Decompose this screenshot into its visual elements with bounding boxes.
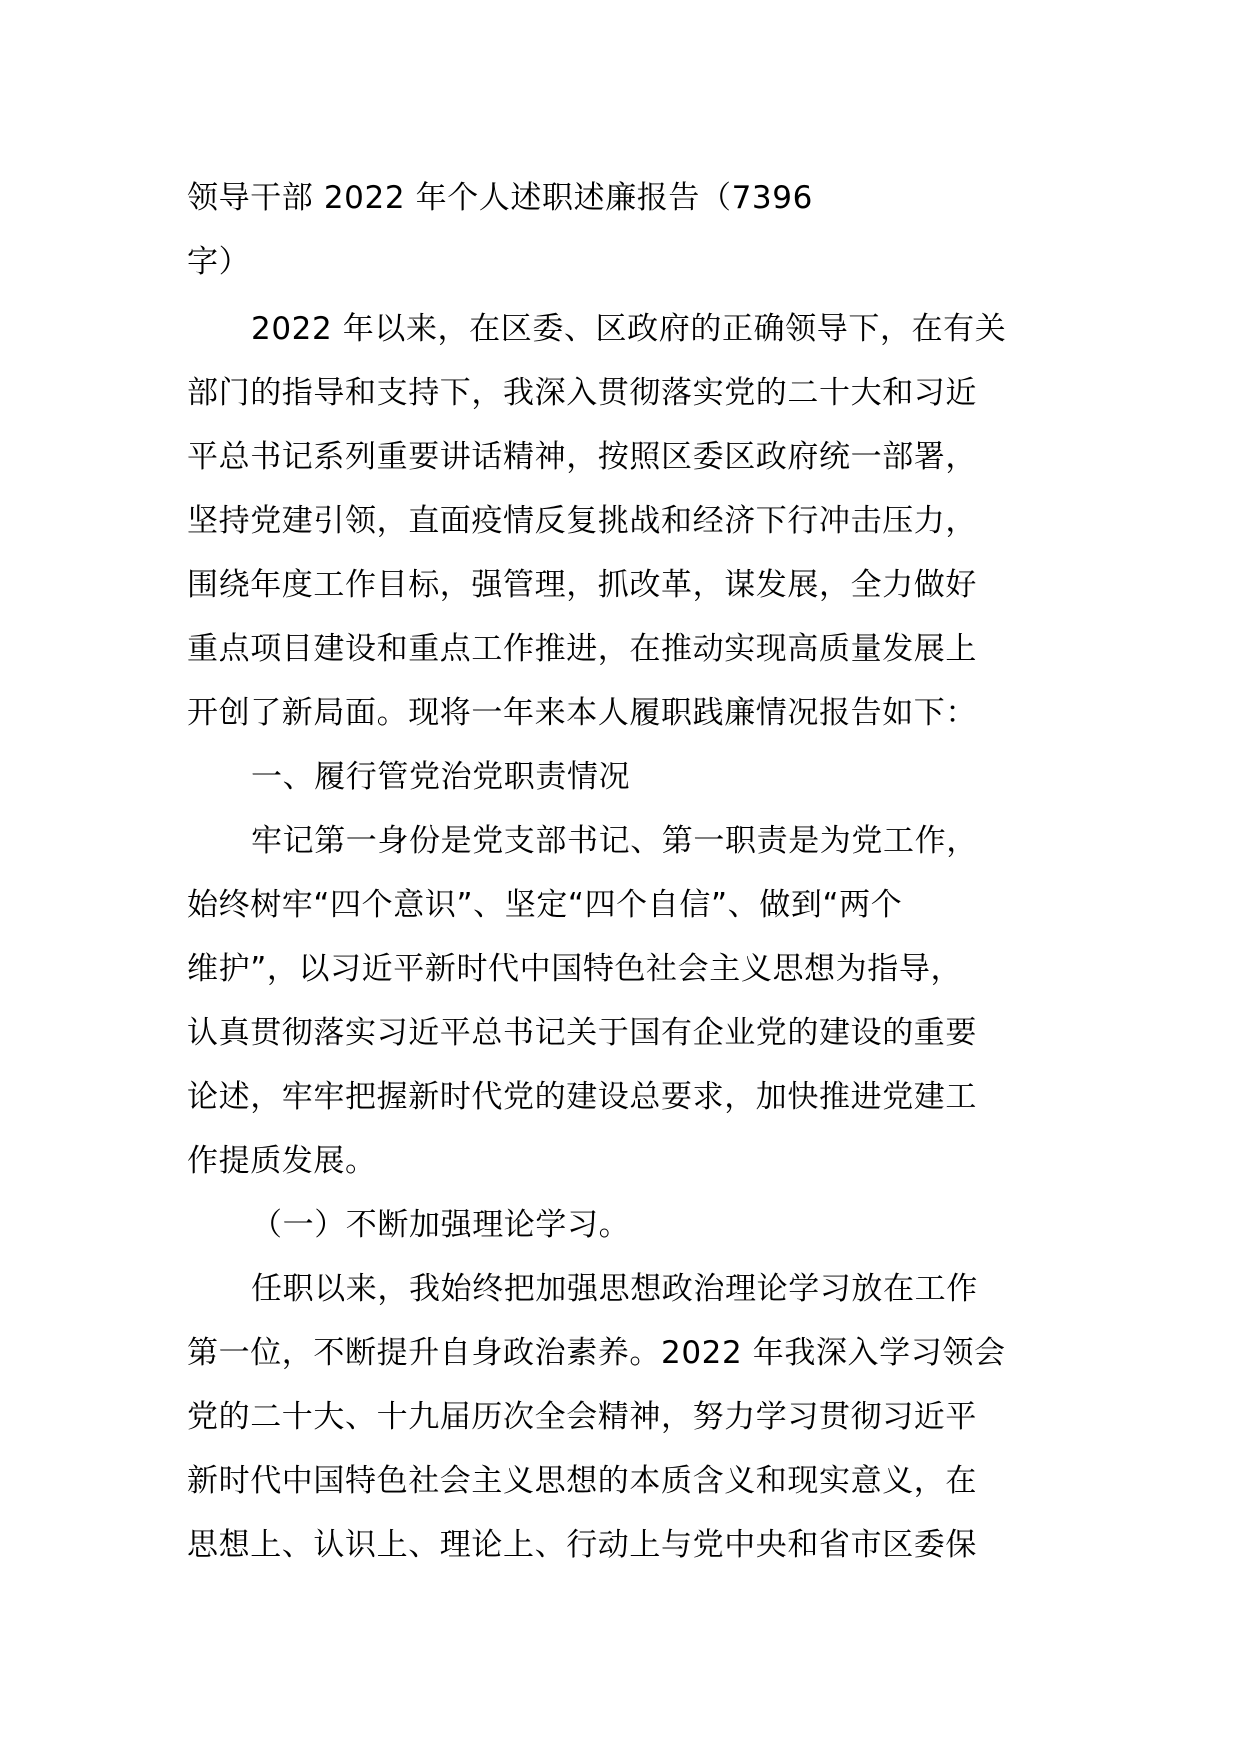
text-line: 论述，牢牢把握新时代党的建设总要求，加快推进党建工 bbox=[187, 1079, 977, 1115]
text-line: 作提质发展。 bbox=[187, 1143, 377, 1179]
text-line: 平总书记系列重要讲话精神，按照区委区政府统一部署， bbox=[187, 439, 977, 475]
text-line: 开创了新局面。现将一年来本人履职践廉情况报告如下： bbox=[187, 695, 977, 731]
title-line: 领导干部 2022 年个人述职述廉报告（7396 bbox=[187, 180, 813, 216]
text-line: 第一位，不断提升自身政治素养。2022 年我深入学习领会 bbox=[187, 1335, 1006, 1371]
text-line: 牢记第一身份是党支部书记、第一职责是为党工作， bbox=[251, 823, 978, 859]
text-line: 始终树牢“四个意识”、坚定“四个自信”、做到“两个 bbox=[187, 887, 903, 923]
text-line: 思想上、认识上、理论上、行动上与党中央和省市区委保 bbox=[187, 1527, 977, 1563]
heading-line: 一、履行管党治党职责情况 bbox=[251, 759, 631, 795]
text-line: 坚持党建引领，直面疫情反复挑战和经济下行冲击压力， bbox=[187, 503, 977, 539]
text-line: 维护”，以习近平新时代中国特色社会主义思想为指导， bbox=[187, 951, 963, 987]
subheading-line: （一）不断加强理论学习。 bbox=[251, 1207, 631, 1243]
paragraph-party-duty bbox=[187, 809, 1067, 1193]
text-line: 任职以来，我始终把加强思想政治理论学习放在工作 bbox=[251, 1271, 978, 1307]
title-line: 字） bbox=[187, 244, 251, 280]
subsection-heading bbox=[187, 1193, 1067, 1257]
text-line: 认真贯彻落实习近平总书记关于国有企业党的建设的重要 bbox=[187, 1015, 977, 1051]
text-line: 新时代中国特色社会主义思想的本质含义和现实意义，在 bbox=[187, 1463, 977, 1499]
paragraph-intro bbox=[187, 297, 1067, 745]
text-line: 部门的指导和支持下，我深入贯彻落实党的二十大和习近 bbox=[187, 375, 977, 411]
text-line: 重点项目建设和重点工作推进，在推动实现高质量发展上 bbox=[187, 631, 977, 667]
document-title bbox=[187, 166, 1067, 294]
text-line: 2022 年以来，在区委、区政府的正确领导下，在有关 bbox=[251, 311, 1007, 347]
paragraph-theory-study bbox=[187, 1257, 1067, 1577]
section-heading bbox=[187, 745, 1067, 809]
text-line: 党的二十大、十九届历次全会精神，努力学习贯彻习近平 bbox=[187, 1399, 977, 1435]
text-line: 围绕年度工作目标，强管理，抓改革，谋发展，全力做好 bbox=[187, 567, 977, 603]
document-body bbox=[187, 297, 1067, 1577]
